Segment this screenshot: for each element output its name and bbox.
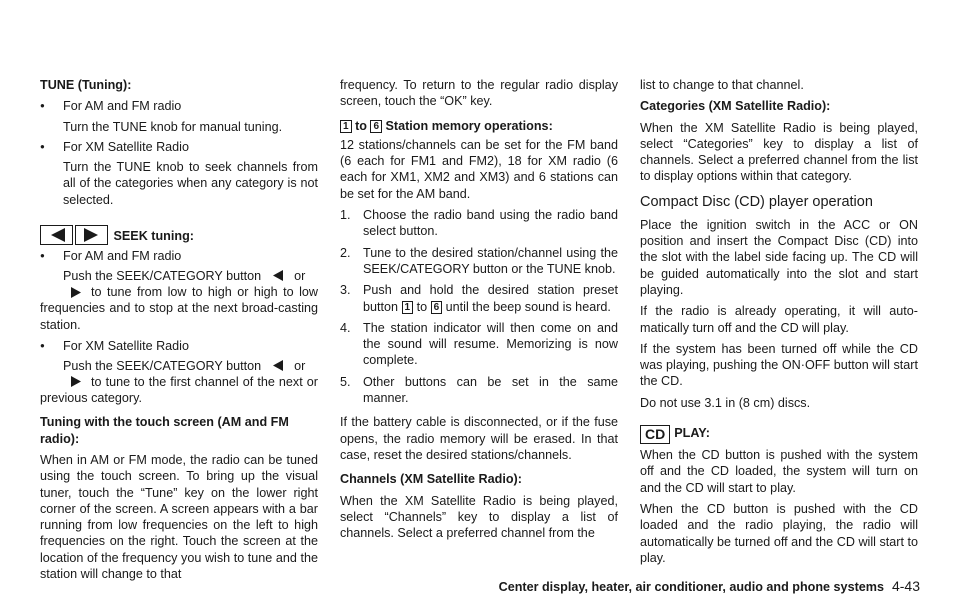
seek-bullet-am-fm: ● For AM and FM radio (40, 248, 318, 264)
battery-text: If the battery cable is disconnected, or if the fuse opens, the radio memory will be erased. In that case, reset the desired stations/channels. (340, 415, 618, 462)
cd-paragraph-3: If the system has been turned off while the CD was playing, pushing the ON·OFF button will start the CD. (640, 341, 918, 389)
categories-text: When the XM Satellite Radio is being played, select “Categories” key to display a list of channels. Select a preferred channel from the list to display options within that category. (640, 120, 918, 184)
seek-forward-key (75, 225, 108, 245)
tune-xm-text: Turn the TUNE knob to seek channels from all of the categories when any category is not selected. (63, 160, 318, 207)
memory-text: 12 stations/channels can be set for the FM band (6 each for FM1 and FM2), 18 for XM radio (6 each for XM1, XM2 and XM3) and 6 stations can be set for the AM band. (340, 137, 618, 201)
seek-back-key (40, 225, 73, 245)
tune-bullet-am-fm: ● For AM and FM radio (40, 98, 318, 114)
touch-heading: Tuning with the touch screen (AM and FM radio): (40, 415, 289, 446)
seek-heading: SEEK tuning: (113, 229, 194, 244)
cd-paragraph-1: Place the ignition switch in the ACC or ON position and insert the Compact Disc (CD) into the slot with the label side facing up. The CD will be guided automatically into the slot and start playing. (640, 217, 918, 297)
seek-am-fm-continuation: to tune from low to high or high to low frequencies and to stop at the next broad-casting station. (40, 284, 318, 332)
preset-key-1: 1 (340, 120, 352, 133)
cd-section-heading: Compact Disc (CD) player operation (640, 193, 873, 210)
preset-key-6: 6 (370, 120, 382, 133)
channels-text: When the XM Satellite Radio is being played, select “Channels” key to display a list of channels. Select a preferred channel from the (340, 493, 618, 541)
preset-key-6: 6 (431, 301, 443, 314)
column-3 (640, 77, 918, 571)
memory-heading-row: 1 to 6 Station memory operations: (340, 118, 618, 134)
step-1: 1. Choose the radio band using the radio band select button. (340, 208, 618, 239)
categories-heading: Categories (XM Satellite Radio): (640, 99, 831, 114)
column-2 (340, 77, 618, 546)
page-footer (470, 578, 920, 595)
triangle-left-icon (273, 270, 283, 281)
seek-am-fm-text: Push the SEEK/CATEGORY button or (40, 268, 318, 301)
play-heading-row (640, 425, 918, 444)
cd-key: CD (640, 425, 670, 444)
seek-heading-row (40, 225, 318, 245)
seek-bullet-xm: ● For XM Satellite Radio (40, 338, 318, 354)
memory-heading: Station memory operations: (385, 118, 553, 133)
seek-xm-continuation: to tune to the first channel of the next or previous category. (40, 374, 318, 406)
channels-heading: Channels (XM Satellite Radio): (340, 472, 522, 487)
tune-bullet-xm: ● For XM Satellite Radio (40, 139, 318, 155)
page-number: 4-43 (891, 578, 920, 594)
preset-key-1: 1 (402, 301, 414, 314)
play-paragraph-2: When the CD button is pushed with the CD loaded and the radio playing, the radio will automatically be turned off and the CD will start to play. (640, 501, 918, 565)
triangle-right-icon (84, 228, 100, 242)
step-2: 2. Tune to the desired station/channel using the SEEK/CATEGORY button or the TUNE knob. (340, 245, 618, 276)
cd-paragraph-4: Do not use 3.1 in (8 cm) discs. (640, 395, 811, 410)
cd-paragraph-2: If the radio is already operating, it will auto-matically turn off and the CD will play. (640, 304, 918, 335)
col3-continuation: list to change to that channel. (640, 78, 804, 92)
column-1 (40, 77, 318, 587)
touch-text: When in AM or FM mode, the radio can be tuned using the touch screen. To bring up the visual tuner, touch the “Tune” key on the lower right corner of the screen. A screen appears with a bar running from low frequencies on the left to high frequencies on the right. Touch the screen at the location of the frequency you wish to tune and the station will change to that (40, 452, 318, 582)
step-4: 4. The station indicator will then come on and the sound will resume. Memorizing is now complete. (340, 320, 618, 368)
footer-title: Center display, heater, air conditioner, audio and phone systems (498, 580, 884, 594)
triangle-left-icon (273, 360, 283, 371)
tune-heading: TUNE (Tuning): (40, 78, 132, 92)
tune-am-fm-text: Turn the TUNE knob for manual tuning. (63, 119, 283, 134)
triangle-right-icon (71, 376, 81, 387)
col2-continuation: frequency. To return to the regular radio display screen, touch the “OK” key. (340, 78, 618, 109)
step-5: 5. Other buttons can be set in the same manner. (340, 374, 618, 406)
triangle-left-icon (49, 228, 65, 242)
play-paragraph-1: When the CD button is pushed with the system off and the CD loaded, the system will turn on and the CD will start to play. (640, 448, 918, 495)
seek-xm-text: Push the SEEK/CATEGORY button or (40, 358, 318, 391)
step-3: 3. Push and hold the desired station preset button 1 to 6 until the beep sound is heard. (340, 283, 618, 314)
play-heading: PLAY: (674, 426, 710, 441)
triangle-right-icon (71, 287, 81, 298)
